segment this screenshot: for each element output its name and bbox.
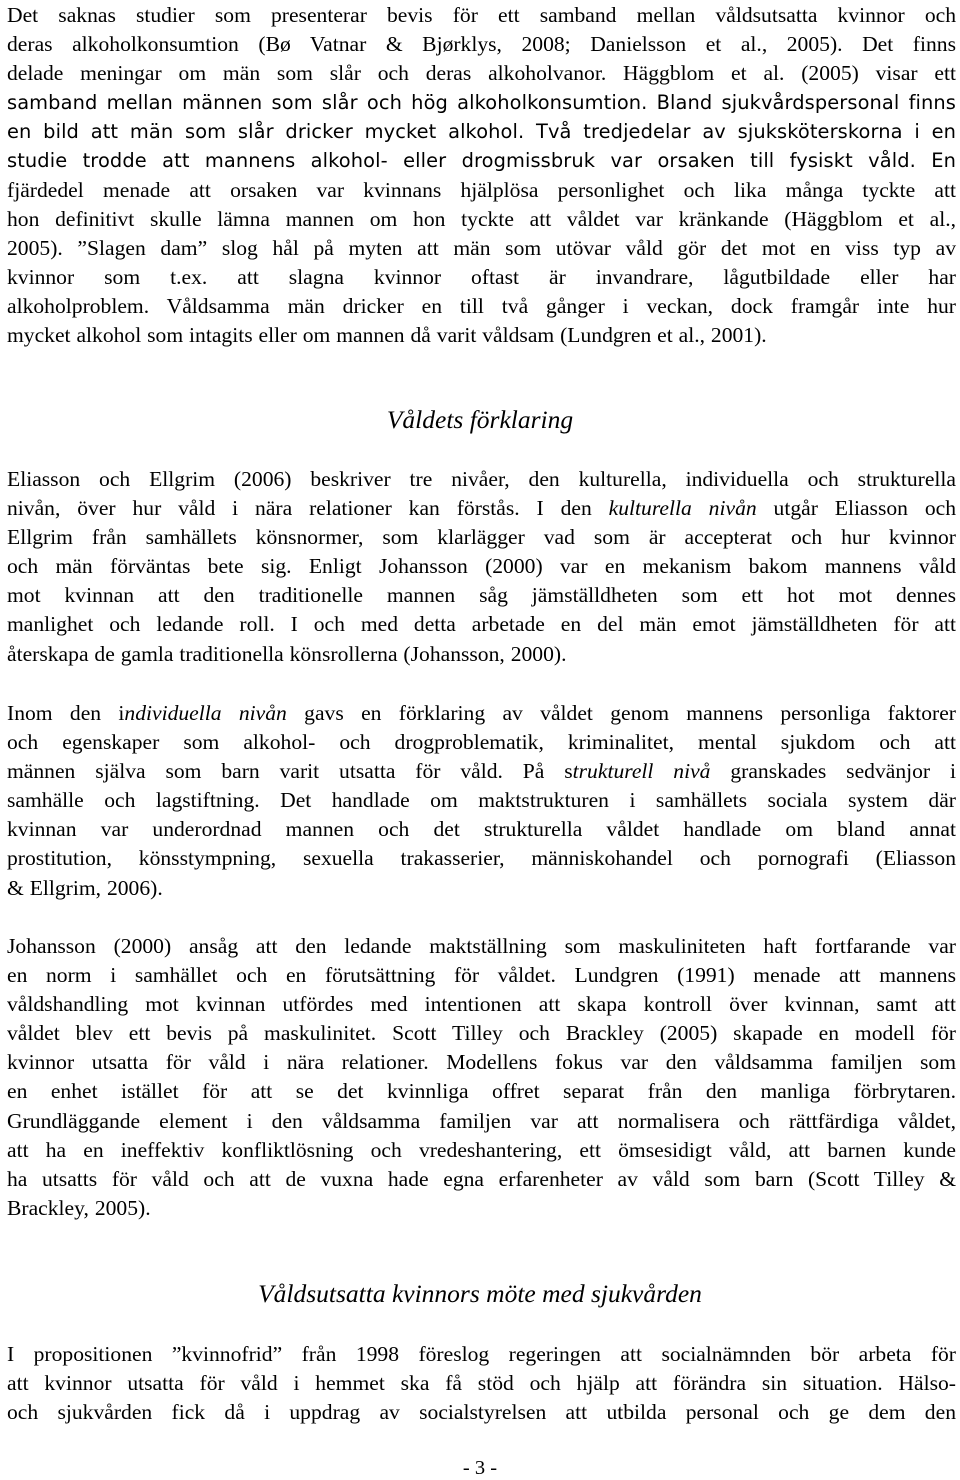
text-line: manlighet och ledande roll. I och med detta arbetade en del män emot jämställdheten för att (7, 612, 956, 637)
text-line: att kvinnor utsatta för våld i hemmet ska få stöd och hjälp att förändra sin situation. Hälso- (7, 1371, 956, 1396)
text-line: en bild att män som slår dricker mycket alkohol. Två tredjedelar av sjuksköterskorna i en (7, 120, 956, 144)
text-line: ha utsatts för våld och att de vuxna hade egna erfarenheter av våld som barn (Scott Tilley & (7, 1166, 956, 1191)
text-line: hon definitivt skulle lämna mannen om hon tyckte att våldet var kränkande (Häggblom et al., (7, 206, 956, 231)
text-line: och sjukvården fick då i uppdrag av socialstyrelsen att utbilda personal och ge dem den (7, 1400, 956, 1425)
text-line: Det saknas studier som presenterar bevis för ett samband mellan våldsutsatta kvinnor och (7, 3, 956, 27)
text-line (7, 699, 956, 728)
section-heading-sjukvarden: Våldsutsatta kvinnors möte med sjukvården (258, 1279, 702, 1308)
text-line: I propositionen ”kvinnofrid” från 1998 föreslog regeringen att socialnämnden bör arbeta för (7, 1342, 956, 1366)
text-line: samband mellan männen som slår och hög alkoholkonsumtion. Bland sjukvårdspersonal finns (7, 91, 956, 115)
text-line: våldshandling mot kvinnan utfördes med intentionen att skapa kontroll över kvinnan, samt att (7, 992, 956, 1017)
emphasis-term: ndividuella nivån (124, 701, 287, 725)
text-line: kvinnor som t.ex. att slagna kvinnor oftast är invandrare, lågutbildade eller har (7, 264, 956, 289)
page-number: - 3 - (462, 1457, 498, 1479)
text-line: alkoholproblem. Våldsamma män dricker en till två gånger i veckan, dock framgår inte hur (7, 293, 956, 318)
text-segment: männen själva som barn varit utsatta för våld. På s (7, 759, 573, 784)
text-line: återskapa de gamla traditionella könsrollerna (Johansson, 2000). (7, 641, 567, 666)
text-line: fjärdedel menade att orsaken var kvinnans hjälplösa personlighet och lika många tyckte att (7, 177, 956, 202)
text-line: Grundläggande element i den våldsamma familjen var att normalisera och rättfärdiga våldet, (7, 1108, 956, 1133)
text-line: en norm i samhället och en förutsättning för våldet. Lundgren (1991) menade att mannens (7, 963, 956, 988)
text-line: en enhet istället för att se det kvinnliga offret separat från den manliga förbrytaren. (7, 1079, 956, 1104)
paragraph-alcohol (7, 1, 956, 350)
text-line: Ellgrim från samhällets könsnormer, som klarlägger vad som är accepterat och hur kvinnor (7, 525, 956, 550)
text-line: delade meningar om män som slår och deras alkoholvanor. Häggblom et al. (2005) visar ett (7, 61, 956, 86)
text-line: och egenskaper som alkohol- och drogproblematik, kriminalitet, mental sjukdom och att (7, 730, 956, 755)
emphasis-term: kulturella nivån (608, 496, 757, 521)
text-segment: utgår Eliasson och (756, 496, 956, 521)
section-heading-valdets-forklaring: Våldets förklaring (386, 405, 574, 434)
paragraph-cultural-level (7, 465, 956, 669)
text-segment: Inom den i (7, 701, 125, 725)
text-line: Eliasson och Ellgrim (2006) beskriver tre nivåer, den kulturella, individuella och strukturella (7, 467, 956, 491)
text-line: & Ellgrim, 2006). (7, 875, 163, 900)
paragraph-individual-level (7, 699, 956, 903)
text-line: deras alkoholkonsumtion (Bø Vatnar & Bjørklys, 2008; Danielsson et al., 2005). Det finns (7, 32, 956, 57)
text-segment: nivån, över hur våld i nära relationer kan förstås. I den (7, 496, 609, 521)
text-line: mot kvinnan att den traditionelle mannen såg jämställdheten som ett hot mot dennes (7, 583, 956, 608)
text-line: mycket alkohol som intagits eller om mannen då varit våldsam (Lundgren et al., 2001). (7, 323, 767, 348)
paragraph-kvinnofrid (7, 1340, 956, 1427)
text-segment: gavs en förklaring av våldet genom mannens personliga faktorer (286, 701, 956, 725)
text-line: prostitution, könsstympning, sexuella trakasserier, människohandel och pornografi (Eliasson (7, 846, 956, 871)
text-line (7, 494, 956, 523)
text-line: Brackley, 2005). (7, 1195, 151, 1220)
text-line: att ha en ineffektiv konfliktlösning och vredeshantering, ett ömsesidigt våld, att barnen kunde (7, 1137, 956, 1162)
paragraph-masculinity (7, 932, 956, 1223)
text-line: samhälle och lagstiftning. Det handlade om maktstrukturen i samhällets sociala system där (7, 788, 956, 813)
text-line: Johansson (2000) ansåg att den ledande maktställning som maskuliniteten haft fortfarande var (7, 934, 956, 958)
text-line: och män förväntas bete sig. Enligt Johansson (2000) var en mekanism bakom mannens våld (7, 554, 956, 579)
emphasis-term: trukturell nivå (572, 759, 711, 784)
text-line: våldet blev ett bevis på maskulinitet. Scott Tilley och Brackley (2005) skapade en modell för (7, 1021, 956, 1046)
text-line: kvinnor utsatta för våld i nära relationer. Modellens fokus var den våldsamma familjen som (7, 1050, 956, 1075)
text-line: 2005). ”Slagen dam” slog hål på myten att män som utövar våld gör det mot en viss typ av (7, 235, 956, 260)
text-line: studie trodde att mannens alkohol- eller drogmissbruk var orsaken till fysiskt våld. En (7, 149, 956, 173)
text-segment: granskades sedvänjor i (710, 759, 956, 784)
text-line: kvinnan var underordnad mannen och det strukturella våldet handlade om bland annat (7, 817, 956, 842)
text-line (7, 757, 956, 786)
